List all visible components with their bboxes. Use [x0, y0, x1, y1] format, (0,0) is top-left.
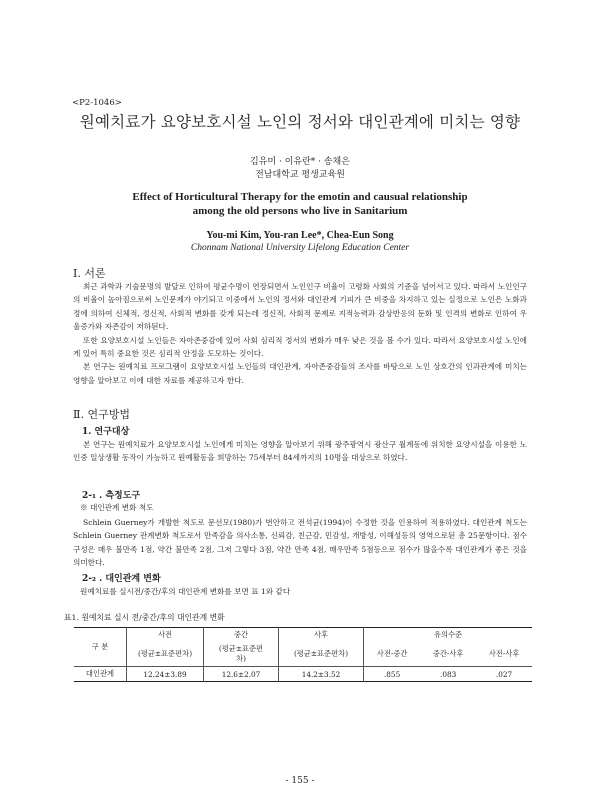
korean-authors: 김유미 · 이유란* · 송채은 [250, 157, 350, 167]
sig-col-middle-after: 중간-사후 [420, 642, 476, 667]
row-label: 대인관계 [74, 667, 127, 682]
section-2-heading: Ⅱ. 연구방법 [73, 408, 130, 421]
subsection-2-heading: 2-₁ . 측정도구 [82, 491, 141, 501]
section-1-body [73, 280, 527, 387]
subsection-2-body [73, 516, 527, 570]
col-middle: 중간 [204, 628, 279, 643]
row-header: 구 분 [74, 628, 127, 667]
col-after: 사후 [279, 628, 364, 643]
measure-note: ※ 대인관계 변화 척도 [80, 503, 154, 512]
korean-affiliation: 전남대학교 평생교육원 [255, 170, 345, 180]
english-authors: You-mi Kim, You-ran Lee*, Chea-Eun Song [206, 230, 394, 241]
korean-title: 원예치료가 요양보호시설 노인의 정서와 대인관계에 미치는 영향 [79, 113, 521, 131]
sig-before-after: .027 [495, 669, 513, 679]
value-before: 12.24±3.89 [127, 667, 204, 682]
sig-middle-after: .083 [440, 669, 457, 679]
subjects-paragraph: 본 연구는 원예치료가 요양보호시설 노인에게 미치는 영향을 알아보기 위해 광주광역시 광산구 월계동에 위치한 요양시설을 이용한 노인중 일상생활 동작이 가능하고 원예활동을 희망하는 75세부터 84세까지의 10명을 대상으로 하였다. [73, 440, 527, 463]
col-before: 사전 [127, 628, 204, 643]
table-row [74, 667, 532, 682]
measure-paragraph: Schlein Guerney가 개발한 척도로 문선모(1980)가 번안하고 전석균(1994)이 수정한 것을 인용하여 적용하였다. 대인관계 척도는 Schlein Guerney 관계변화 척도로서 만족감을 의사소통, 신뢰감, 친근감, 민감성, 개방성, 이해성등의 영역으로된 총 25문항이다. 점수 구성은 매우 불만족 1점, 약간 불만족 2점, 그저 그렇다 3점, 약간 만족 4점, 매우만족 5점등으로 점수가 많을수록 대인관계가 좋은 것을 의미한다. [73, 518, 527, 568]
intro-paragraph-3: 본 연구는 원예치료 프로그램이 요양보호시설 노인들의 대인관계, 자아존중감들의 조사를 바탕으로 노인 상호간의 인과관계에 미치는 영향을 알아보고 이에 대한 자료를 제공하고자 한다. [73, 362, 527, 385]
subsection-1-heading: 1. 연구대상 [82, 427, 130, 437]
stat-label-before: (평균±표준편차) [127, 642, 204, 667]
stat-label-middle: (평균±표준편 차) [204, 642, 279, 667]
english-title-line-1: Effect of Horticultural Therapy for the emotin and causual relationship [132, 191, 468, 203]
english-title [0, 190, 600, 218]
value-after: 14.2±3.52 [279, 667, 364, 682]
intro-paragraph-1: 최근 과학과 기술문명의 발달로 인하여 평균수명이 연장되면서 노인인구 비율이 고령화 사회의 기준을 넘어서고 있다. 따라서 노인인구의 비율이 높아짐으로써 노인문제가 야기되고 이중에서 노인의 정서와 대인관계 기피가 큰 비중을 차지하고 있는 실정으로 노인은 노화과정에 의하여 신체적, 정신적, 사회적 변화를 갖게 되는데 정신적, 사회적 문제로 지적능력과 감상반응의 둔화 및 인격의 변화로 인하여 우울증가와 자존감이 저하된다. [73, 282, 527, 332]
results-table [74, 627, 532, 682]
abstract-code: <P2-1046> [72, 98, 122, 108]
stat-label-after: (평균±표준편차) [279, 642, 364, 667]
intro-paragraph-2: 또한 요양보호시설 노인들은 자아존중감에 있어 사회 심리적 정서의 변화가 매우 낮은 것을 볼 수가 있다. 따라서 요양보호시설 노인에게 있어 특히 중요한 것은 심리적 안정을 도모하는 것이다. [73, 335, 527, 359]
sig-before-middle: .855 [383, 669, 401, 679]
table-caption: 표1. 원예치료 실시 전/중간/후의 대인관계 변화 [64, 613, 225, 622]
subsection-3-heading: 2-₂ . 대인관계 변화 [82, 574, 161, 584]
english-affiliation: Chonnam National University Lifelong Education Center [190, 243, 410, 253]
col-significance: 유의수준 [433, 630, 463, 639]
section-1-heading: Ⅰ. 서론 [73, 267, 106, 280]
subsection-3-body: 원예치료를 실시전/중간/후의 대인관계 변화를 보면 표 1와 같다 [80, 587, 291, 596]
page-number: - 155 - [285, 776, 315, 786]
sig-col-before-after: 사전-사후 [476, 642, 532, 667]
english-title-line-2: among the old persons who live in Sanitarium [192, 205, 408, 217]
sig-col-before-middle: 사전-중간 [364, 642, 421, 667]
subsection-1-body [73, 438, 527, 465]
value-middle: 12.6±2.07 [204, 667, 279, 682]
